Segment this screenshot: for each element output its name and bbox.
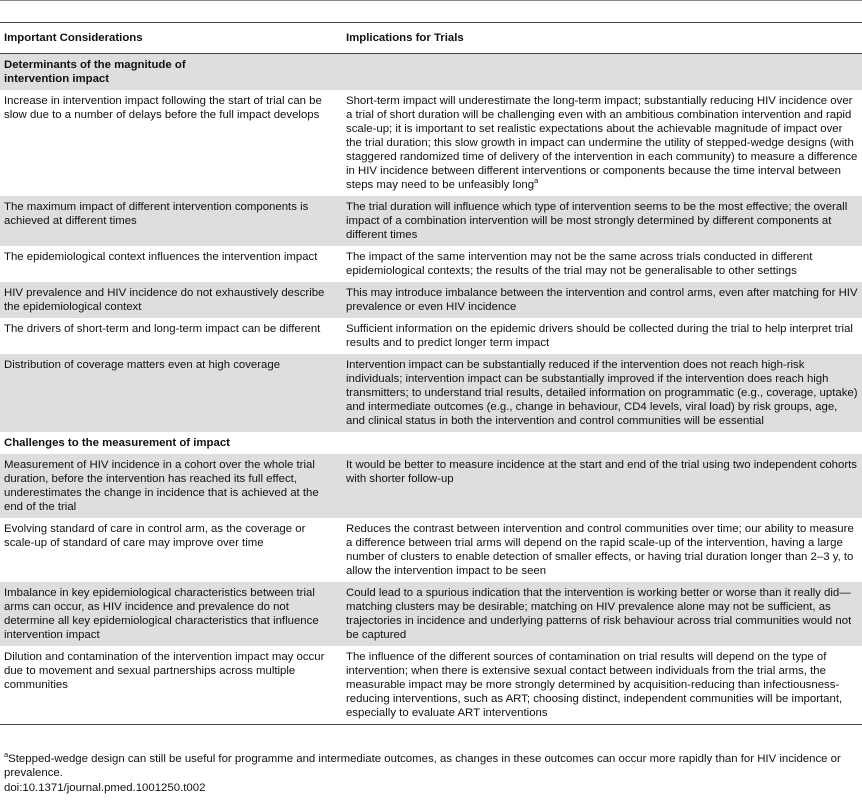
table-row — [0, 354, 862, 432]
section-header — [0, 54, 862, 91]
table-footnote — [4, 752, 860, 780]
implication-text: Short-term impact will underestimate the long-term impact; substantially reducing HIV incidence over a trial of short duration will be challenging even with an ambitious combination intervention and rapid scale-up; it is important to set realistic expectations about the achievable magnitude of impact over the trial duration; this slow growth in impact can undermine the utility of stepped-wedge designs (with staggered randomized time of delivery of the intervention in each community) to measure a difference in HIV incidence between different interventions or components because the time interval between steps may need to be unfeasibly long — [346, 95, 858, 191]
consideration-cell: The maximum impact of different intervention components is achieved at different times — [0, 196, 342, 246]
implication-cell: Could lead to a spurious indication that the intervention is working better or worse than it really did—matching clusters may be desirable; matching on HIV prevalence alone may not be sufficient, as trajectories in incidence and underlying patterns of risk behaviour across trial communities would not be captured — [342, 582, 862, 646]
section-blank — [342, 54, 862, 91]
section-blank — [342, 432, 862, 454]
consideration-cell: HIV prevalence and HIV incidence do not exhaustively describe the epidemiological context — [0, 282, 342, 318]
implication-cell — [342, 90, 862, 196]
table-row — [0, 90, 862, 196]
implication-cell: It would be better to measure incidence at the start and end of the trial using two independent cohorts with shorter follow-up — [342, 454, 862, 518]
implication-cell: The influence of the different sources of contamination on trial results will depend on the type of intervention; when there is extensive sexual contact between individuals from the trial arms, the measurable impact may be more strongly determined by acquisition-reducing than infectiousness-reducing interventions, such as ART; choosing distinct, independent communities will be important, especially to evaluate ART interventions — [346, 651, 843, 719]
section-header — [0, 432, 862, 454]
section-title: Determinants of the magnitude of intervention impact — [0, 54, 342, 91]
implication-cell: Sufficient information on the epidemic drivers should be collected during the trial to help interpret trial results and to predict longer term impact — [346, 323, 853, 349]
table-row — [0, 518, 862, 582]
footnote-marker: a — [4, 750, 9, 760]
consideration-cell: Dilution and contamination of the intervention impact may occur due to movement and sexual partnerships across multiple communities — [4, 651, 325, 691]
implication-cell: The trial duration will influence which type of intervention seems to be the most effective; the overall impact of a combination intervention will be most strongly determined by different components at different times — [342, 196, 862, 246]
consideration-cell: The epidemiological context influences the intervention impact — [4, 251, 318, 263]
table-row — [0, 282, 862, 318]
header-considerations: Important Considerations — [4, 32, 143, 44]
consideration-cell: The drivers of short-term and long-term impact can be different — [4, 323, 321, 335]
implication-cell: Reduces the contrast between intervention and control communities over time; our ability to measure a difference between trial arms will depend on the rapid scale-up of the intervention, having a large number of clusters to enable detection of smaller effects, or having trial duration longer than 2–3 y, to allow the intervention impact to be seen — [346, 523, 854, 577]
table-row — [0, 196, 862, 246]
considerations-table — [0, 22, 862, 725]
table-row — [0, 454, 862, 518]
consideration-cell: Distribution of coverage matters even at high coverage — [0, 354, 342, 432]
consideration-cell: Increase in intervention impact following the start of trial can be slow due to a number of delays before the full impact develops — [4, 95, 322, 121]
table-row — [0, 582, 862, 646]
footnote-marker: a — [534, 176, 539, 186]
doi-label: doi:10.1371/journal.pmed.1001250.t002 — [4, 782, 206, 794]
consideration-cell: Imbalance in key epidemiological characteristics between trial arms can occur, as HIV incidence and prevalence do not determine all key epidemiological characteristics that influence intervention impact — [0, 582, 342, 646]
header-implications: Implications for Trials — [346, 32, 464, 44]
implication-cell: The impact of the same intervention may not be the same across trials conducted in different epidemiological contexts; the results of the trial may not be generalisable to other settings — [346, 251, 813, 277]
table-row — [0, 246, 862, 282]
header-row — [0, 23, 862, 54]
consideration-cell: Measurement of HIV incidence in a cohort over the whole trial duration, before the intervention has reached its full effect, underestimates the change in incidence that is achieved at the end of the trial — [0, 454, 342, 518]
top-rule — [0, 0, 862, 1]
consideration-cell: Evolving standard of care in control arm, as the coverage or scale-up of standard of care may improve over time — [4, 523, 306, 549]
implication-cell: Intervention impact can be substantially reduced if the intervention does not reach high-risk individuals; intervention impact can be substantially improved if the intervention does reach high transmitters; to understand trial results, detailed information on programmatic (e.g., coverage, uptake) and intermediate outcomes (e.g., change in behaviour, CD4 levels, viral load) by risk groups, age, and clinical status in both the intervention and control communities will be essential — [342, 354, 862, 432]
table-row — [0, 318, 862, 354]
footnote-text: Stepped-wedge design can still be useful for programme and intermediate outcomes, as changes in these outcomes can occur more rapidly than for HIV incidence or prevalence. — [4, 753, 841, 779]
section-title: Challenges to the measurement of impact — [4, 437, 230, 449]
implication-cell: This may introduce imbalance between the intervention and control arms, even after matching for HIV prevalence or even HIV incidence — [342, 282, 862, 318]
table-row — [0, 646, 862, 725]
